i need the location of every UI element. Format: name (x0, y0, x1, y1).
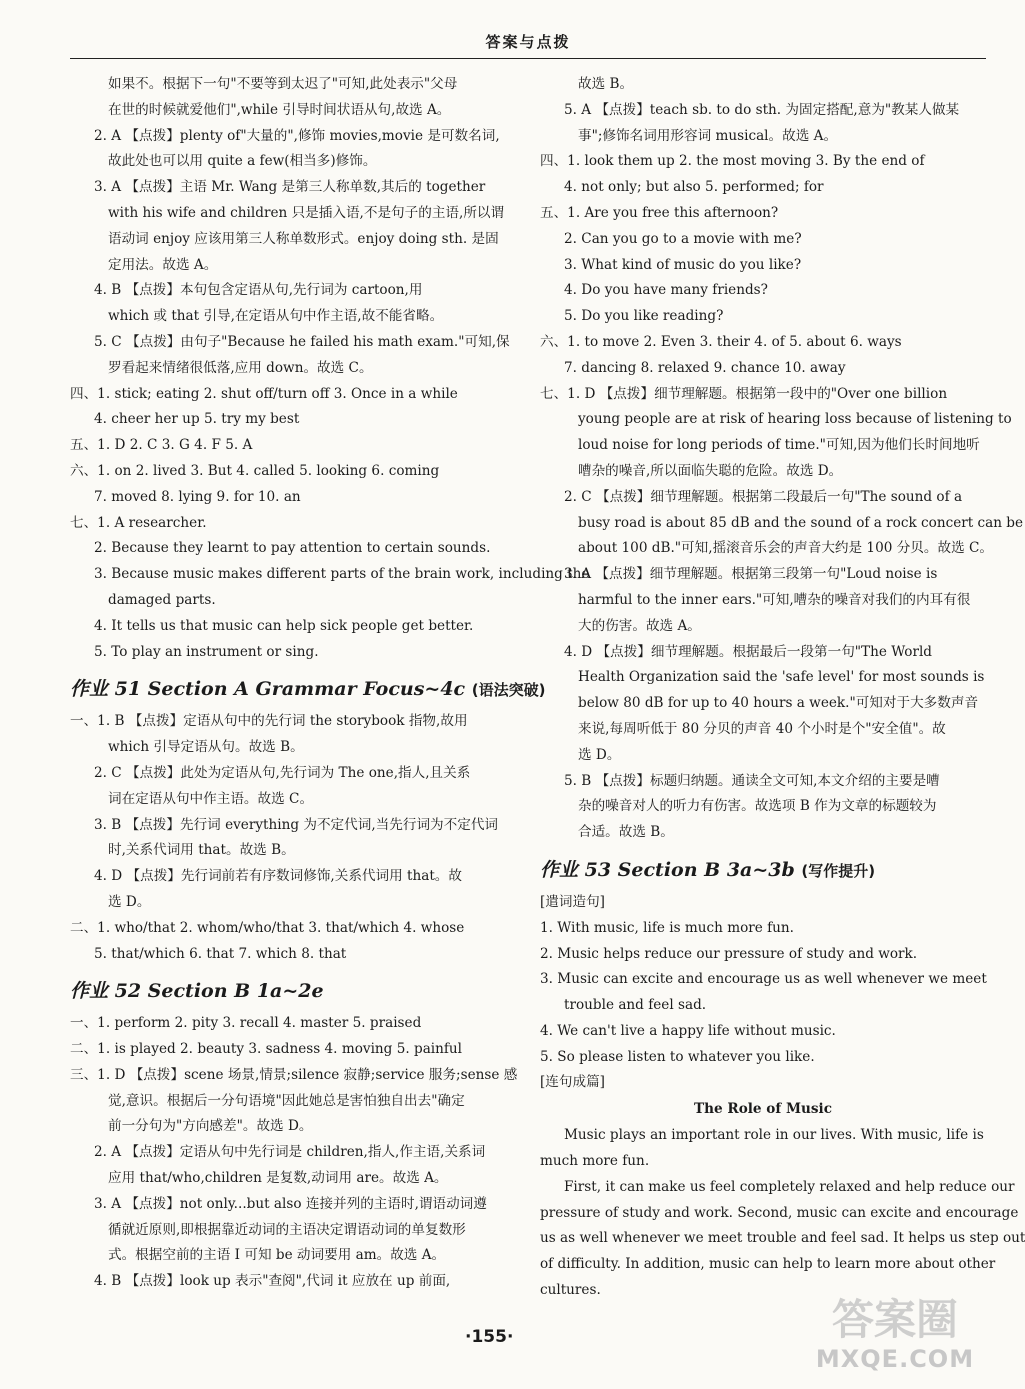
text-line: 4. B 【点拨】本句包含定语从句,先行词为 cartoon,用 (94, 282, 423, 299)
text-line: 四、1. look them up 2. the most moving 3. By the end of (540, 153, 925, 170)
subheading-word-sentence: [遣词造句] (540, 893, 605, 910)
text-line: 定用法。故选 A。 (108, 256, 218, 273)
text-line: 在世的时候就爱他们",while 引导时间状语从句,故选 A。 (108, 101, 451, 118)
text-line: 故此处也可以用 quite a few(相当多)修饰。 (108, 153, 377, 170)
text-line: 3. A 【点拨】细节理解题。根据第三段第一句"Loud noise is (564, 566, 938, 583)
watermark-logo (800, 1295, 990, 1381)
text-line: of difficulty. In addition, music can help to learn more about other (540, 1256, 996, 1273)
text-line: 罗看起来情绪很低落,应用 down。故选 C。 (108, 359, 373, 376)
text-line: 3. What kind of music do you like? (564, 256, 802, 273)
text-line: 二、1. who/that 2. whom/who/that 3. that/which 4. whose (70, 919, 465, 936)
text-line: 2. A 【点拨】定语从句中先行词是 children,指人,作主语,关系词 (94, 1144, 486, 1161)
text-line: 选 D。 (578, 746, 621, 763)
text-line: 2. C 【点拨】此处为定语从句,先行词为 The one,指人,且关系 (94, 764, 471, 781)
left-answers (70, 72, 590, 665)
text-line: Music plays an important role in our lives. With music, life is (564, 1127, 984, 1144)
text-line: 5. B 【点拨】标题归纳题。通读全文可知,本文介绍的主要是嘈 (564, 772, 940, 789)
text-line: below 80 dB for up to 40 hours a week."可知对于大多数声音 (578, 695, 979, 712)
text-line: 5. To play an instrument or sing. (94, 643, 319, 660)
text-line: about 100 dB."可知,摇滚音乐会的声音大约是 100 分贝。故选 C。 (578, 540, 993, 557)
text-line: 5. Do you like reading? (564, 308, 724, 325)
text-line: 3. B 【点拨】先行词 everything 为不定代词,当先行词为不定代词 (94, 816, 499, 833)
text-line: 循就近原则,即根据靠近动词的主语决定谓语动词的单复数形 (108, 1221, 466, 1238)
text-line: 五、1. Are you free this afternoon? (540, 204, 779, 221)
essay-body (540, 1123, 1025, 1304)
text-line: 3. A 【点拨】not only...but also 连接并列的主语时,谓语动词遵 (94, 1195, 487, 1212)
text-line: 二、1. is played 2. beauty 3. sadness 4. moving 5. painful (70, 1041, 463, 1058)
text-line: 4. B 【点拨】look up 表示"查阅",代词 it 应放在 up 前面, (94, 1273, 451, 1290)
subheading-essay: [连句成篇] (540, 1074, 605, 1091)
text-line: 觉,意识。根据后一分句语境"因此她总是害怕独自出去"确定 (108, 1092, 465, 1109)
section-tag: (写作提升) (801, 861, 876, 880)
text-line: 一、1. B 【点拨】定语从句中的先行词 the storybook 指物,故用 (70, 713, 468, 730)
text-line: 7. dancing 8. relaxed 9. chance 10. away (564, 359, 846, 376)
text-line: 时,关系代词用 that。故选 B。 (108, 842, 295, 859)
text-line: 4. It tells us that music can help sick people get better. (94, 617, 474, 634)
text-line: 2. A 【点拨】plenty of"大量的",修饰 movies,movie 是可数名词, (94, 127, 500, 144)
text-line: 应用 that/who,children 是复数,动词用 are。故选 A。 (108, 1170, 448, 1187)
section-title: 作业 53 Section B 3a~3b (540, 858, 795, 881)
text-line: 四、1. stick; eating 2. shut off/turn off 3. Once in a while (70, 385, 458, 402)
text-line: 式。根据空前的主语 I 可知 be 动词要用 am。故选 A。 (108, 1247, 446, 1264)
text-line: 3. Music can excite and encourage us as well whenever we meet (540, 971, 987, 988)
right-column (540, 72, 1025, 1304)
text-line: much more fun. (540, 1153, 650, 1170)
text-line: pressure of study and work. Second, music can excite and encourage (540, 1204, 1019, 1221)
text-line: 4. not only; but also 5. performed; for (564, 179, 824, 196)
text-line: First, it can make us feel completely relaxed and help reduce our (564, 1178, 1015, 1195)
text-line: 一、1. perform 2. pity 3. recall 4. master 5. praised (70, 1015, 422, 1032)
text-line: young people are at risk of hearing loss because of listening to (578, 411, 1012, 428)
text-line: 七、1. D 【点拨】细节理解题。根据第一段中的"Over one billion (540, 385, 948, 402)
section-title: 作业 51 Section A Grammar Focus~4c (70, 678, 466, 701)
text-line: 7. moved 8. lying 9. for 10. an (94, 488, 301, 505)
text-line: 五、1. D 2. C 3. G 4. F 5. A (70, 437, 253, 454)
text-line: trouble and feel sad. (564, 997, 707, 1014)
text-line: 4. D 【点拨】先行词前若有序数词修饰,关系代词用 that。故 (94, 868, 462, 885)
text-line: busy road is about 85 dB and the sound of a rock concert can be (578, 514, 1024, 531)
text-line: 3. A 【点拨】主语 Mr. Wang 是第三人称单数,其后的 together (94, 179, 486, 196)
text-line: 2. Because they learnt to pay attention to certain sounds. (94, 540, 491, 557)
text-line: 语动词 enjoy 应该用第三人称单数形式。enjoy doing sth. 是固 (108, 230, 499, 247)
text-line: 词在定语从句中作主语。故选 C。 (108, 790, 314, 807)
section-heading-52 (70, 971, 516, 1011)
text-line: 三、1. D 【点拨】scene 场景,情景;silence 寂静;service 服务;sense 感 (70, 1066, 518, 1083)
text-line: Health Organization said the 'safe level' for most sounds is (578, 669, 985, 686)
text-line: 选 D。 (108, 893, 151, 910)
text-line: damaged parts. (108, 591, 216, 608)
text-line: 2. Music helps reduce our pressure of study and work. (540, 945, 918, 962)
text-line: 3. Because music makes different parts of the brain work, including the (94, 566, 590, 583)
text-line: 如果不。根据下一句"不要等到太迟了"可知,此处表示"父母 (108, 76, 458, 92)
text-line: 2. Can you go to a movie with me? (564, 230, 802, 247)
text-line: which 或 that 引导,在定语从句中作主语,故不能省略。 (108, 308, 444, 325)
essay-title: The Role of Music (694, 1101, 832, 1118)
text-line: 杂的噪音对人的听力有伤害。故选项 B 作为文章的标题较为 (578, 798, 937, 815)
text-line: 1. With music, life is much more fun. (540, 919, 795, 936)
text-line: loud noise for long periods of time."可知,因为他们长时间地听 (578, 437, 980, 454)
text-line: 合适。故选 B。 (578, 824, 674, 841)
text-line: 来说,每周听低于 80 分贝的声音 40 个小时是个"安全值"。故 (578, 720, 946, 737)
page-number: ·155· (465, 1327, 514, 1347)
section-51-answers (70, 709, 516, 967)
section-heading-53 (540, 850, 986, 890)
watermark-text: 答案圈 (831, 1295, 958, 1344)
watermark-url: MXQE.COM (815, 1345, 975, 1373)
text-line: cultures. (540, 1282, 601, 1299)
section-52-answers (70, 1011, 516, 1295)
section-53-sentences (540, 916, 986, 1071)
text-line: 嘈杂的噪音,所以面临失聪的危险。故选 D。 (578, 462, 843, 479)
text-line: 5. C 【点拨】由句子"Because he failed his math exam."可知,保 (94, 333, 510, 350)
text-line: which 引导定语从句。故选 B。 (108, 739, 304, 756)
text-line: 大的伤害。故选 A。 (578, 617, 701, 634)
text-line: harmful to the inner ears."可知,嘈杂的噪音对我们的内耳有很 (578, 591, 971, 608)
text-line: 六、1. on 2. lived 3. But 4. called 5. looking 6. coming (70, 462, 440, 479)
section-title: 作业 52 Section B 1a~2e (70, 980, 324, 1003)
text-line: 5. So please listen to whatever you like. (540, 1048, 815, 1065)
text-line: 故选 B。 (578, 76, 634, 92)
text-line: us as well whenever we meet trouble and feel sad. It helps us step out (540, 1230, 1025, 1247)
text-line: 4. We can't live a happy life without music. (540, 1022, 836, 1039)
text-line: 5. that/which 6. that 7. which 8. that (94, 945, 347, 962)
text-line: 七、1. A researcher. (70, 514, 207, 531)
text-line: 前一分句为"方向感差"。故选 D。 (108, 1118, 313, 1135)
text-line: 4. D 【点拨】细节理解题。根据最后一段第一句"The World (564, 643, 933, 660)
text-line: 4. Do you have many friends? (564, 282, 768, 299)
text-line: 2. C 【点拨】细节理解题。根据第二段最后一句"The sound of a (564, 488, 963, 505)
text-line: with his wife and children 只是插入语,不是句子的主语,所以谓 (108, 204, 505, 221)
text-line: 事";修饰名词用形容词 musical。故选 A。 (578, 127, 838, 144)
text-line: 5. A 【点拨】teach sb. to do sth. 为固定搭配,意为"教某人做某 (564, 101, 960, 118)
section-tag: (语法突破) (471, 681, 546, 700)
right-answers (540, 72, 1024, 846)
text-line: 六、1. to move 2. Even 3. their 4. of 5. about 6. ways (540, 333, 902, 350)
text-line: 4. cheer her up 5. try my best (94, 411, 300, 428)
section-heading-51 (70, 669, 546, 709)
page-header: 答案与点拨 (70, 32, 986, 59)
